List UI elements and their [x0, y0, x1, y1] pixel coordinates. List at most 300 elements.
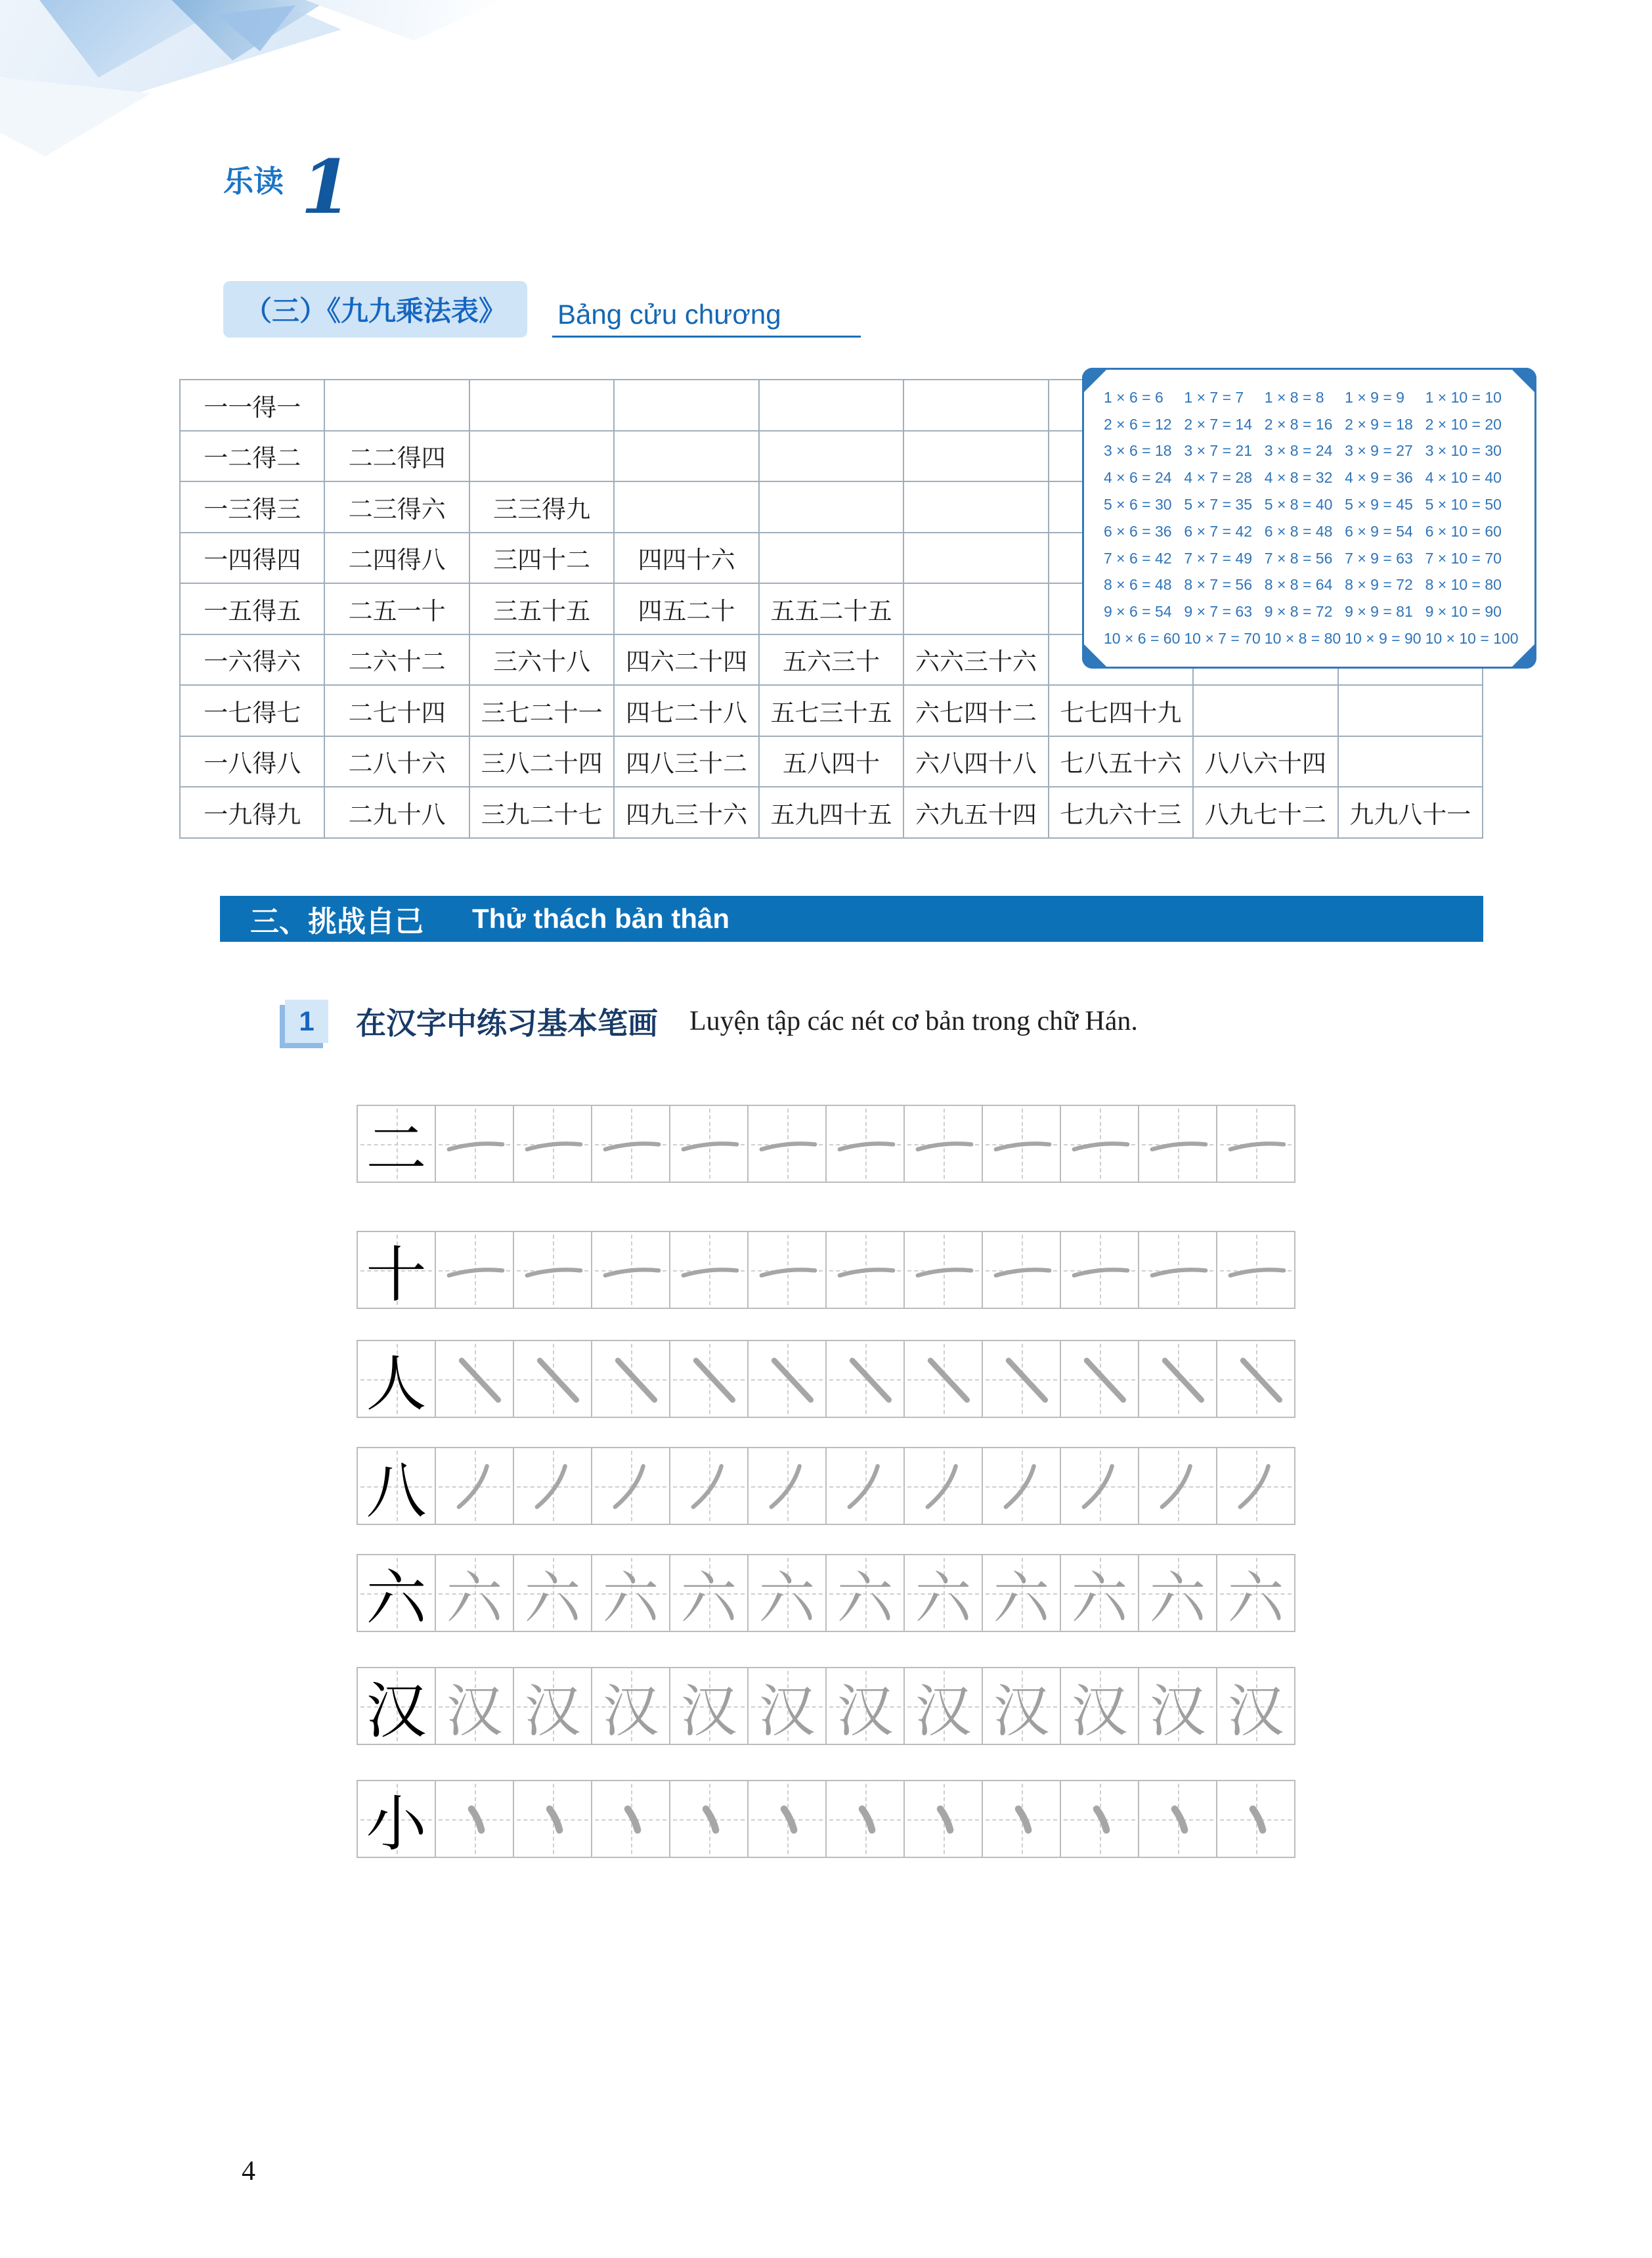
dian-stroke-icon [518, 1785, 590, 1855]
pie-stroke-icon [909, 1452, 980, 1522]
heng-stroke-icon [909, 1110, 980, 1180]
cn-table-cell: 四六二十四 [615, 635, 759, 686]
practice-cell-trace [747, 1231, 827, 1309]
page-number: 4 [242, 2156, 255, 2186]
practice-cell-trace [591, 1447, 670, 1525]
trace-character: 汉 [1071, 1678, 1128, 1744]
cn-table-cell: 四九三十六 [615, 787, 759, 839]
practice-cell-trace [1060, 1780, 1139, 1858]
trace-character: 汉 [993, 1678, 1050, 1744]
practice-cell-trace [825, 1340, 905, 1418]
pie-stroke-icon [831, 1452, 902, 1522]
heng-stroke-icon [1065, 1110, 1137, 1180]
model-character: 小 [366, 1788, 427, 1859]
practice-cell-trace [825, 1447, 905, 1525]
heng-stroke-icon [440, 1236, 511, 1306]
numeric-equation: 5 × 6 = 30 [1104, 496, 1172, 514]
numeric-equation: 3 × 6 = 18 [1104, 442, 1172, 460]
numeric-equation: 6 × 9 = 54 [1345, 522, 1413, 540]
practice-cell-trace [591, 1667, 670, 1745]
numeric-equation: 2 × 7 = 14 [1184, 415, 1252, 433]
cn-table-cell [904, 584, 1049, 635]
practice-cell-trace [513, 1447, 592, 1525]
cn-table-cell: 三九二十七 [470, 787, 615, 839]
practice-cell-trace [1060, 1667, 1139, 1745]
decor-shape [39, 0, 236, 77]
cn-table-cell: 四五二十 [615, 584, 759, 635]
practice-cell-trace [435, 1105, 514, 1183]
practice-cell-trace [1138, 1667, 1217, 1745]
numeric-equation: 3 × 10 = 30 [1425, 442, 1502, 460]
practice-row [357, 1105, 1295, 1183]
practice-cell-trace [513, 1340, 592, 1418]
heng-stroke-icon [1143, 1110, 1215, 1180]
pie-stroke-icon [674, 1452, 746, 1522]
trace-character: 汉 [915, 1678, 972, 1744]
decor-shape [0, 0, 341, 99]
trace-character: 六 [1149, 1565, 1206, 1631]
numeric-equation: 1 × 8 = 8 [1264, 388, 1324, 406]
practice-cell-trace [1216, 1340, 1295, 1418]
practice-cell-trace [1216, 1780, 1295, 1858]
numeric-equation: 4 × 10 = 40 [1425, 469, 1502, 487]
practice-cell-trace [903, 1447, 983, 1525]
challenge-title-cn: 三、挑战自己 [250, 905, 424, 939]
na-stroke-icon [831, 1345, 902, 1415]
heng-stroke-icon [909, 1236, 980, 1306]
trace-character: 汉 [524, 1678, 581, 1744]
cn-table-cell: 六六三十六 [904, 635, 1049, 686]
dian-stroke-icon [909, 1785, 980, 1855]
practice-cell-trace [513, 1780, 592, 1858]
numeric-equation: 7 × 6 = 42 [1104, 549, 1172, 567]
numeric-equation: 1 × 6 = 6 [1104, 388, 1163, 406]
model-character: 八 [366, 1455, 427, 1526]
heng-stroke-icon [1065, 1236, 1137, 1306]
heng-stroke-icon [1221, 1236, 1293, 1306]
cn-table-cell: 二六十二 [325, 635, 469, 686]
practice-cell-trace [903, 1554, 983, 1632]
na-stroke-icon [1143, 1345, 1215, 1415]
practice-cell-trace [747, 1105, 827, 1183]
practice-cell-trace [903, 1105, 983, 1183]
practice-cell-trace [982, 1231, 1061, 1309]
practice-cell-trace [825, 1231, 905, 1309]
numeric-equation: 4 × 9 = 36 [1345, 469, 1413, 487]
heng-stroke-icon [440, 1110, 511, 1180]
numeric-equation: 4 × 8 = 32 [1264, 469, 1333, 487]
practice-cell-trace [669, 1231, 749, 1309]
practice-cell-trace [825, 1554, 905, 1632]
cn-table-cell: 七九六十三 [1049, 787, 1194, 839]
practice-cell-trace [1060, 1231, 1139, 1309]
numeric-equation: 5 × 8 = 40 [1264, 496, 1333, 514]
heng-stroke-icon [518, 1110, 590, 1180]
numeric-equation: 2 × 8 = 16 [1264, 415, 1333, 433]
practice-cell-trace [1138, 1780, 1217, 1858]
decor-shape [0, 77, 151, 156]
na-stroke-icon [440, 1345, 511, 1415]
practice-cell-trace [1216, 1447, 1295, 1525]
cn-table-cell [1339, 686, 1483, 737]
trace-character: 六 [758, 1565, 815, 1631]
practice-cell-trace [435, 1340, 514, 1418]
cn-table-cell [904, 533, 1049, 585]
practice-cell-model [357, 1105, 436, 1183]
numeric-equation: 8 × 7 = 56 [1184, 576, 1252, 594]
heng-stroke-icon [1143, 1236, 1215, 1306]
practice-cell-trace [669, 1105, 749, 1183]
cn-table-cell: 八九七十二 [1194, 787, 1338, 839]
numeric-equation: 3 × 8 = 24 [1264, 442, 1333, 460]
cn-table-cell: 五五二十五 [760, 584, 904, 635]
cn-table-cell: 一九得九 [181, 787, 325, 839]
cn-table-cell [904, 432, 1049, 483]
heng-stroke-icon [831, 1110, 902, 1180]
multiplication-table-numeric [1082, 368, 1536, 669]
practice-cell-model [357, 1554, 436, 1632]
cn-table-cell: 七八五十六 [1049, 737, 1194, 788]
pie-stroke-icon [987, 1452, 1058, 1522]
na-stroke-icon [987, 1345, 1058, 1415]
practice-cell-trace [982, 1554, 1061, 1632]
cn-table-cell [760, 482, 904, 533]
numeric-equation: 2 × 6 = 12 [1104, 415, 1172, 433]
model-character: 人 [366, 1348, 427, 1419]
practice-row [357, 1231, 1295, 1309]
model-character: 汉 [366, 1675, 427, 1746]
numeric-equation: 9 × 8 = 72 [1264, 603, 1333, 621]
decor-shape [217, 5, 295, 51]
cn-table-cell: 二八十六 [325, 737, 469, 788]
practice-cell-model [357, 1780, 436, 1858]
cn-table-cell: 三三得九 [470, 482, 615, 533]
cn-table-cell: 一七得七 [181, 686, 325, 737]
model-character: 二 [366, 1113, 427, 1184]
heng-stroke-icon [518, 1236, 590, 1306]
cn-table-cell [904, 482, 1049, 533]
practice-cell-trace [435, 1231, 514, 1309]
cn-table-cell: 三五十五 [470, 584, 615, 635]
cn-table-cell: 一六得六 [181, 635, 325, 686]
practice-cell-trace [513, 1667, 592, 1745]
cn-table-cell: 三四十二 [470, 533, 615, 585]
dian-stroke-icon [1143, 1785, 1215, 1855]
practice-cell-trace [982, 1780, 1061, 1858]
na-stroke-icon [674, 1345, 746, 1415]
trace-character: 汉 [680, 1678, 737, 1744]
cn-table-cell [615, 380, 759, 432]
practice-cell-trace [825, 1105, 905, 1183]
cn-table-cell [1194, 686, 1338, 737]
numeric-equation: 9 × 10 = 90 [1425, 603, 1502, 621]
practice-cell-trace [669, 1780, 749, 1858]
cn-table-cell: 二五一十 [325, 584, 469, 635]
practice-cell-trace [747, 1447, 827, 1525]
pie-stroke-icon [1143, 1452, 1215, 1522]
cn-table-cell: 四八三十二 [615, 737, 759, 788]
exercise-title-cn: 在汉字中练习基本笔画 [356, 1006, 658, 1041]
cn-table-cell: 五九四十五 [760, 787, 904, 839]
na-stroke-icon [752, 1345, 824, 1415]
practice-cell-trace [1138, 1231, 1217, 1309]
model-character: 六 [366, 1562, 427, 1633]
numeric-equation: 5 × 9 = 45 [1345, 496, 1413, 514]
numeric-equations-grid [1104, 384, 1520, 652]
trace-character: 汉 [602, 1678, 659, 1744]
numeric-equation: 1 × 10 = 10 [1425, 388, 1502, 406]
numeric-equation: 10 × 8 = 80 [1264, 630, 1341, 648]
cn-table-cell: 三六十八 [470, 635, 615, 686]
cn-table-cell: 二九十八 [325, 787, 469, 839]
challenge-banner [220, 896, 1483, 942]
practice-cell-trace [435, 1447, 514, 1525]
heng-stroke-icon [987, 1110, 1058, 1180]
numeric-equation: 10 × 10 = 100 [1425, 630, 1519, 648]
dian-stroke-icon [987, 1785, 1058, 1855]
numeric-equation: 5 × 10 = 50 [1425, 496, 1502, 514]
dian-stroke-icon [1065, 1785, 1137, 1855]
trace-character: 六 [1227, 1565, 1284, 1631]
practice-cell-trace [591, 1105, 670, 1183]
decor-shape [154, 0, 328, 60]
practice-cell-trace [1060, 1105, 1139, 1183]
numeric-equation: 9 × 7 = 63 [1184, 603, 1252, 621]
practice-cell-trace [513, 1554, 592, 1632]
dian-stroke-icon [596, 1785, 668, 1855]
practice-cell-trace [669, 1447, 749, 1525]
trace-character: 汉 [758, 1678, 815, 1744]
heng-stroke-icon [987, 1236, 1058, 1306]
numeric-equation: 7 × 10 = 70 [1425, 549, 1502, 567]
practice-cell-trace [747, 1554, 827, 1632]
trace-character: 六 [837, 1565, 894, 1631]
practice-cell-trace [903, 1667, 983, 1745]
practice-cell-trace [591, 1231, 670, 1309]
practice-cell-trace [747, 1667, 827, 1745]
section-title-cn: （三）《九九乘法表》 [223, 281, 527, 338]
practice-cell-trace [435, 1554, 514, 1632]
cn-table-cell: 五八四十 [760, 737, 904, 788]
cn-table-cell [760, 380, 904, 432]
exercise-title-vi: Luyện tập các nét cơ bản trong chữ Hán. [689, 1006, 1138, 1036]
practice-cell-trace [591, 1340, 670, 1418]
dian-stroke-icon [1221, 1785, 1293, 1855]
trace-character: 六 [524, 1565, 581, 1631]
cn-table-cell: 一四得四 [181, 533, 325, 585]
lesson-number: 1 [301, 144, 352, 231]
numeric-equation: 10 × 6 = 60 [1104, 630, 1181, 648]
cn-table-cell [760, 533, 904, 585]
numeric-equation: 10 × 7 = 70 [1184, 630, 1261, 648]
heng-stroke-icon [674, 1236, 746, 1306]
cn-table-cell: 七七四十九 [1049, 686, 1194, 737]
pie-stroke-icon [1065, 1452, 1137, 1522]
cn-table-cell [904, 380, 1049, 432]
dian-stroke-icon [440, 1785, 511, 1855]
cn-table-cell [615, 432, 759, 483]
numeric-equation: 5 × 7 = 35 [1184, 496, 1252, 514]
practice-cell-trace [669, 1554, 749, 1632]
practice-cell-trace [513, 1105, 592, 1183]
cn-table-cell: 六八四十八 [904, 737, 1049, 788]
practice-cell-trace [513, 1231, 592, 1309]
practice-cell-trace [903, 1231, 983, 1309]
practice-row [357, 1667, 1295, 1745]
trace-character: 汉 [1149, 1678, 1206, 1744]
practice-cell-trace [669, 1340, 749, 1418]
practice-cell-trace [435, 1780, 514, 1858]
na-stroke-icon [1065, 1345, 1137, 1415]
brand-label: 乐读 [223, 164, 284, 199]
cn-table-cell [615, 482, 759, 533]
practice-cell-trace [1216, 1231, 1295, 1309]
numeric-equation: 2 × 9 = 18 [1345, 415, 1413, 433]
practice-cell-trace [1060, 1554, 1139, 1632]
numeric-equation: 2 × 10 = 20 [1425, 415, 1502, 433]
cn-table-cell [1339, 737, 1483, 788]
numeric-equation: 8 × 8 = 64 [1264, 576, 1333, 594]
cn-table-cell [470, 380, 615, 432]
trace-character: 汉 [446, 1678, 503, 1744]
numeric-equation: 9 × 9 = 81 [1345, 603, 1413, 621]
heng-stroke-icon [674, 1110, 746, 1180]
cn-table-cell: 二二得四 [325, 432, 469, 483]
cn-table-cell: 五六三十 [760, 635, 904, 686]
cn-table-cell: 五七三十五 [760, 686, 904, 737]
cn-table-cell: 二七十四 [325, 686, 469, 737]
cn-table-cell: 一三得三 [181, 482, 325, 533]
heng-stroke-icon [752, 1236, 824, 1306]
practice-cell-trace [825, 1780, 905, 1858]
heng-stroke-icon [596, 1236, 668, 1306]
dian-stroke-icon [752, 1785, 824, 1855]
cn-table-cell: 二四得八 [325, 533, 469, 585]
practice-cell-trace [1216, 1667, 1295, 1745]
trace-character: 汉 [837, 1678, 894, 1744]
decor-shape [305, 0, 502, 41]
na-stroke-icon [596, 1345, 668, 1415]
numeric-equation: 4 × 6 = 24 [1104, 469, 1172, 487]
practice-cell-trace [1216, 1105, 1295, 1183]
trace-character: 六 [680, 1565, 737, 1631]
heng-stroke-icon [1221, 1110, 1293, 1180]
numeric-equation: 6 × 10 = 60 [1425, 522, 1502, 540]
numeric-equation: 7 × 7 = 49 [1184, 549, 1252, 567]
lesson-brand [223, 144, 420, 256]
practice-cell-trace [747, 1340, 827, 1418]
numeric-equation: 8 × 6 = 48 [1104, 576, 1172, 594]
practice-cell-trace [669, 1667, 749, 1745]
practice-cell-trace [1138, 1447, 1217, 1525]
numeric-equation: 4 × 7 = 28 [1184, 469, 1252, 487]
cn-table-cell: 一一得一 [181, 380, 325, 432]
numeric-equation: 6 × 7 = 42 [1184, 522, 1252, 540]
practice-row [357, 1340, 1295, 1418]
practice-row [357, 1447, 1295, 1525]
practice-cell-trace [435, 1667, 514, 1745]
numeric-equation: 1 × 9 = 9 [1345, 388, 1404, 406]
practice-cell-trace [1138, 1105, 1217, 1183]
numeric-equation: 1 × 7 = 7 [1184, 388, 1244, 406]
practice-cell-trace [1138, 1554, 1217, 1632]
practice-cell-trace [1138, 1340, 1217, 1418]
challenge-title-vi: Thử thách bản thân [472, 903, 730, 934]
model-character: 十 [366, 1239, 427, 1310]
practice-cell-trace [747, 1780, 827, 1858]
cn-table-cell: 九九八十一 [1339, 787, 1483, 839]
trace-character: 六 [602, 1565, 659, 1631]
practice-cell-trace [591, 1554, 670, 1632]
numeric-equation: 9 × 6 = 54 [1104, 603, 1172, 621]
trace-character: 汉 [1227, 1678, 1284, 1744]
practice-row [357, 1554, 1295, 1632]
cn-table-cell: 八八六十四 [1194, 737, 1338, 788]
pie-stroke-icon [752, 1452, 824, 1522]
numeric-equation: 7 × 9 = 63 [1345, 549, 1413, 567]
practice-cell-trace [591, 1780, 670, 1858]
exercise-number-badge: 1 [285, 1000, 328, 1043]
trace-character: 六 [993, 1565, 1050, 1631]
dian-stroke-icon [674, 1785, 746, 1855]
numeric-equation: 3 × 9 = 27 [1345, 442, 1413, 460]
pie-stroke-icon [1221, 1452, 1293, 1522]
practice-row [357, 1780, 1295, 1858]
practice-cell-model [357, 1340, 436, 1418]
practice-cell-model [357, 1231, 436, 1309]
na-stroke-icon [518, 1345, 590, 1415]
numeric-equation: 7 × 8 = 56 [1264, 549, 1333, 567]
cn-table-cell: 二三得六 [325, 482, 469, 533]
numeric-equation: 10 × 9 = 90 [1345, 630, 1422, 648]
corner-decoration [0, 0, 538, 144]
na-stroke-icon [909, 1345, 980, 1415]
numeric-equation: 3 × 7 = 21 [1184, 442, 1252, 460]
exercise-header [285, 1000, 1138, 1043]
pie-stroke-icon [518, 1452, 590, 1522]
practice-cell-trace [982, 1667, 1061, 1745]
trace-character: 六 [446, 1565, 503, 1631]
cn-table-cell: 一五得五 [181, 584, 325, 635]
cn-table-cell [760, 432, 904, 483]
trace-character: 六 [1071, 1565, 1128, 1631]
numeric-equation: 6 × 8 = 48 [1264, 522, 1333, 540]
dian-stroke-icon [831, 1785, 902, 1855]
cn-table-cell: 一八得八 [181, 737, 325, 788]
practice-cell-trace [903, 1780, 983, 1858]
numeric-equation: 8 × 10 = 80 [1425, 576, 1502, 594]
heng-stroke-icon [831, 1236, 902, 1306]
cn-table-cell: 三八二十四 [470, 737, 615, 788]
heng-stroke-icon [596, 1110, 668, 1180]
cn-table-cell: 四四十六 [615, 533, 759, 585]
practice-cell-trace [1060, 1340, 1139, 1418]
practice-cell-model [357, 1447, 436, 1525]
cn-table-cell: 四七二十八 [615, 686, 759, 737]
section-title-vi: Bảng cửu chương [552, 299, 861, 338]
pie-stroke-icon [596, 1452, 668, 1522]
trace-character: 六 [915, 1565, 972, 1631]
practice-cell-model [357, 1667, 436, 1745]
na-stroke-icon [1221, 1345, 1293, 1415]
numeric-equation: 6 × 6 = 36 [1104, 522, 1172, 540]
cn-table-cell [325, 380, 469, 432]
practice-cell-trace [982, 1340, 1061, 1418]
pie-stroke-icon [440, 1452, 511, 1522]
practice-cell-trace [982, 1447, 1061, 1525]
cn-table-cell [470, 432, 615, 483]
practice-cell-trace [1216, 1554, 1295, 1632]
